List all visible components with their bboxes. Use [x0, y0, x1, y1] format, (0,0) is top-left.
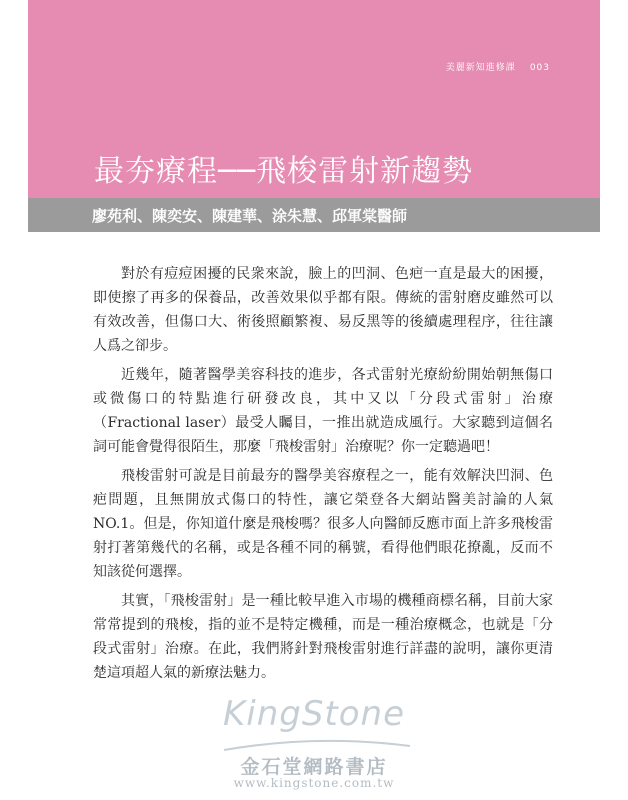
- body-text: [93, 262, 553, 690]
- page-number: 003: [529, 63, 550, 73]
- paragraph: 飛梭雷射可說是目前最夯的醫學美容療程之一，能有效解決凹洞、色疤問題，且無開放式傷口的特性，讓它榮登各大網站醫美討論的人氣NO.1。但是，你知道什麼是飛梭嗎？很多人向醫師反應市面上許多飛梭雷射打著第幾代的名稱，或是各種不同的稱號，看得他們眼花撩亂，反而不知該從何選擇。: [93, 468, 553, 580]
- chapter-title: 最夯療程──飛梭雷射新趨勢: [94, 154, 474, 189]
- watermark-url: www.kingstone.com.tw: [233, 776, 395, 790]
- paragraph: 對於有痘痘困擾的民衆來說，臉上的凹洞、色疤一直是最大的困擾，即使擦了再多的保養品，改善效果似乎都有限。傳統的雷射磨皮雖然可以有效改善，但傷口大、術後照顧繁複、易反黑等的後續處理程序，往往讓人爲之卻步。: [93, 266, 553, 354]
- author-names: 廖苑利、陳奕安、陳建華、涂朱慧、邱軍棠醫師: [92, 207, 408, 225]
- watermark-logo: KingStone: [222, 694, 406, 734]
- watermark-store-name: 金石堂網路書店: [240, 756, 388, 778]
- paragraph: 近幾年，隨著醫學美容科技的進步，各式雷射光療紛紛開始朝無傷口或微傷口的特點進行研發改良，其中又以「分段式雷射」治療（Fractional laser）最受人矚目，一推出就造成風行。大家聽到這個名詞可能會覺得很陌生，那麼「飛梭雷射」治療呢？你一定聽過吧！: [93, 367, 553, 455]
- running-head-title: 美麗新知進修課: [445, 63, 516, 73]
- paragraph: 其實，「飛梭雷射」是一種比較早進入市場的機種商標名稱，目前大家常常提到的飛梭，指的並不是特定機種，而是一種治療概念，也就是「分段式雷射」治療。在此，我們將針對飛梭雷射進行詳盡的說明，讓你更清楚這項超人氣的新療法魅力。: [93, 593, 553, 681]
- running-head: [446, 60, 550, 73]
